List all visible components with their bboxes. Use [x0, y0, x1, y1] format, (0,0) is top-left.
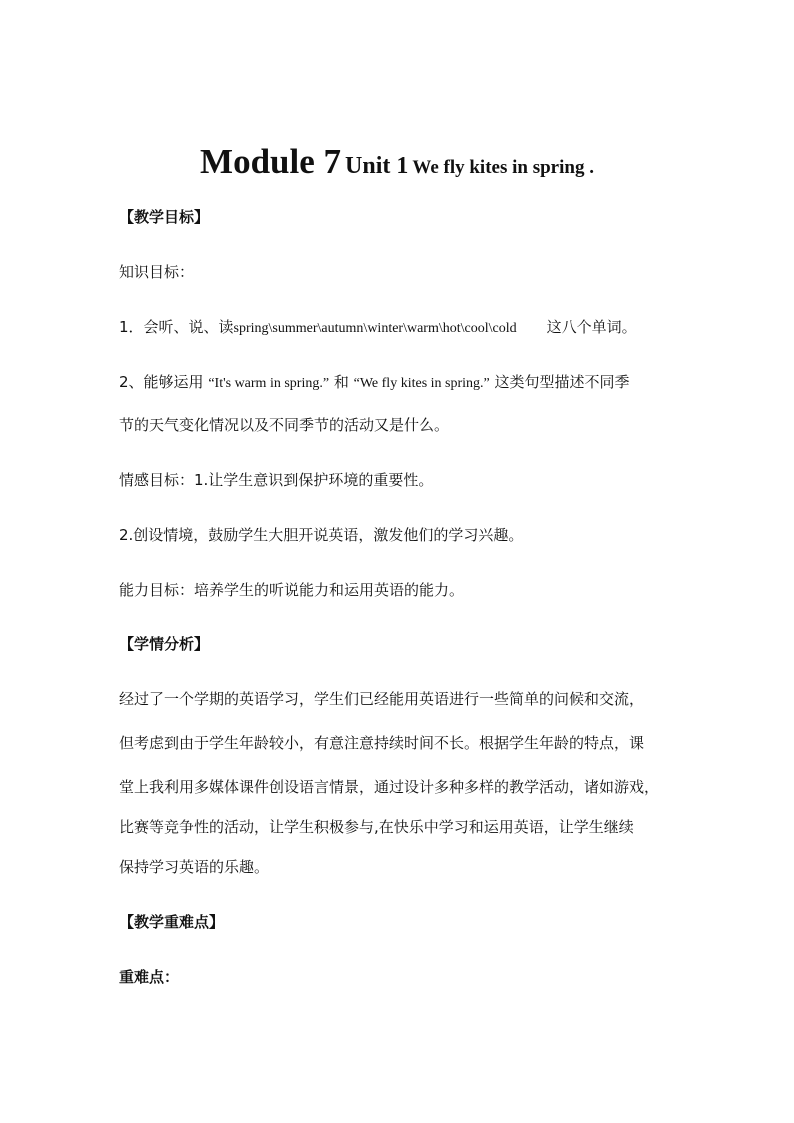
- item2-quote-2: “We fly kites in spring.”: [353, 376, 490, 391]
- analysis-line: 但考虑到由于学生年龄较小，有意注意持续时间不长。根据学生年龄的特点，课: [119, 734, 645, 752]
- analysis-line: 经过了一个学期的英语学习，学生们已经能用英语进行一些简单的问候和交流，: [119, 690, 645, 708]
- knowledge-item-2: [119, 372, 630, 394]
- item1-words: spring\summer\autumn\winter\warm\hot\cool\cold: [233, 321, 517, 336]
- analysis-line: 保持学习英语的乐趣。: [119, 858, 270, 876]
- analysis-line: 堂上我利用多媒体课件创设语言情景，通过设计多种多样的教学活动，诸如游戏，: [119, 778, 660, 796]
- ability-goal: 能力目标：培养学生的听说能力和运用英语的能力。: [119, 581, 465, 599]
- item2-suffix: 这类句型描述不同季: [494, 373, 630, 391]
- analysis-heading: 【学情分析】: [119, 635, 210, 653]
- title-module: Module 7: [200, 142, 342, 181]
- goals-heading: 【教学目标】: [119, 208, 210, 226]
- keypoints-label: 重难点：: [119, 968, 180, 986]
- emotion-goal-1: 情感目标：1.让学生意识到保护环境的重要性。: [119, 471, 434, 489]
- knowledge-item-1: [119, 317, 637, 339]
- item2-prefix: 2、能够运用: [119, 373, 204, 391]
- knowledge-goal-label: 知识目标：: [119, 263, 195, 281]
- page-title: [0, 142, 794, 182]
- item2-and: 和: [333, 373, 349, 391]
- item1-prefix: 1．会听、说、读: [119, 318, 234, 336]
- emotion-goal-2: 2.创设情境，鼓励学生大胆开说英语，激发他们的学习兴趣。: [119, 526, 524, 544]
- item1-suffix: 这八个单词。: [546, 318, 637, 336]
- title-sentence: We fly kites in spring .: [412, 157, 594, 178]
- keypoints-heading: 【教学重难点】: [119, 913, 225, 931]
- knowledge-item-2-continued: 节的天气变化情况以及不同季节的活动又是什么。: [119, 416, 450, 434]
- item2-quote-1: “It's warm in spring.”: [208, 376, 330, 391]
- analysis-line: 比赛等竞争性的活动，让学生积极参与,在快乐中学习和运用英语，让学生继续: [119, 818, 634, 836]
- title-unit: Unit 1: [345, 153, 409, 179]
